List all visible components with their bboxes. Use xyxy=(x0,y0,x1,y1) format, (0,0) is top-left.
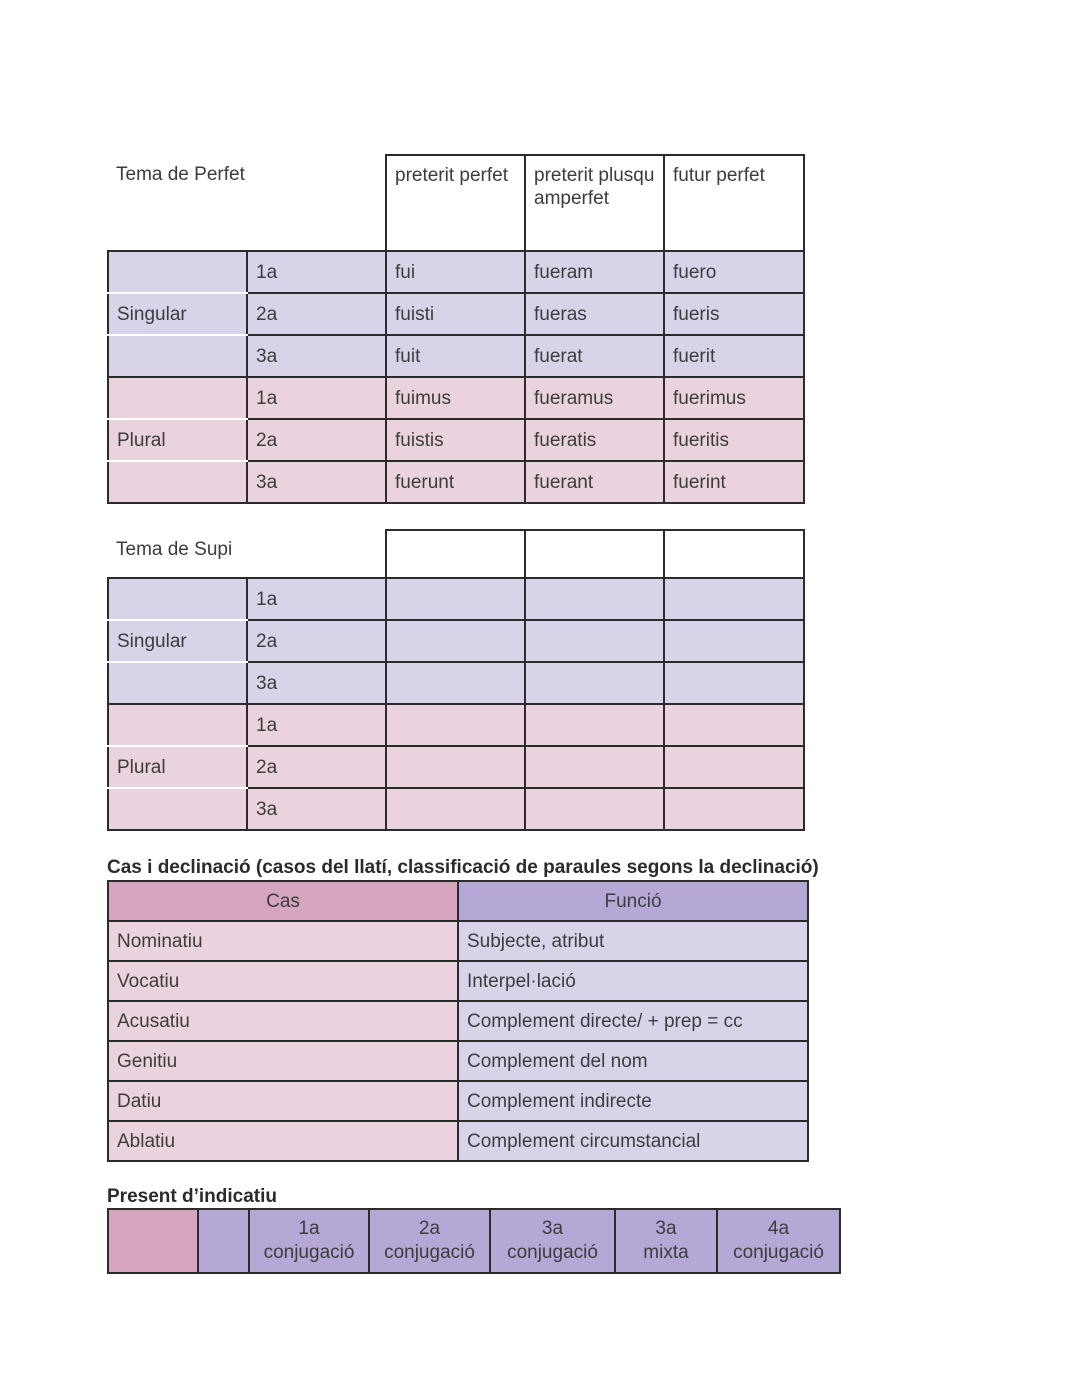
table-row xyxy=(108,1121,808,1161)
table-row xyxy=(108,1041,808,1081)
table-row xyxy=(108,704,804,746)
table-row xyxy=(108,461,804,503)
column-header-futur-perfet: futur perfet xyxy=(664,155,804,251)
supine-stem-table xyxy=(107,529,805,831)
verb-form-cell: fuerant xyxy=(525,461,664,503)
case-name: Acusatiu xyxy=(108,1001,458,1041)
header-2a-conjugacio: 2a conjugació xyxy=(369,1209,490,1273)
person-cell: 2a xyxy=(247,620,386,662)
case-function: Subjecte, atribut xyxy=(458,921,808,961)
empty-header-cell xyxy=(108,1209,198,1273)
verb-form-cell: fueritis xyxy=(664,419,804,461)
table-row xyxy=(108,620,804,662)
present-indicative-table xyxy=(107,1208,841,1274)
verb-form-cell: fuerunt xyxy=(386,461,525,503)
verb-form-cell: fuisti xyxy=(386,293,525,335)
case-function: Complement directe/ + prep = cc xyxy=(458,1001,808,1041)
empty-cell xyxy=(525,746,664,788)
empty-cell xyxy=(664,578,804,620)
person-cell: 3a xyxy=(247,662,386,704)
case-function: Complement del nom xyxy=(458,1041,808,1081)
empty-cell xyxy=(525,788,664,830)
person-cell: 3a xyxy=(247,461,386,503)
empty-cell xyxy=(386,578,525,620)
column-header-preterit-perfet: preterit perfet xyxy=(386,155,525,251)
empty-cell xyxy=(525,704,664,746)
column-header-empty xyxy=(386,530,525,578)
empty-cell xyxy=(664,620,804,662)
case-name: Nominatiu xyxy=(108,921,458,961)
table-row xyxy=(108,578,804,620)
number-label-singular: Singular xyxy=(108,620,247,662)
verb-form-cell: fui xyxy=(386,251,525,293)
empty-cell xyxy=(664,746,804,788)
verb-form-cell: fuit xyxy=(386,335,525,377)
person-cell: 1a xyxy=(247,578,386,620)
present-section-title: Present d’indicatiu xyxy=(107,1186,277,1207)
number-label-singular: Singular xyxy=(108,293,247,335)
verb-form-cell: fueras xyxy=(525,293,664,335)
verb-form-cell: fuerint xyxy=(664,461,804,503)
verb-form-cell: fuero xyxy=(664,251,804,293)
verb-form-cell: fueramus xyxy=(525,377,664,419)
cases-table xyxy=(107,880,809,1162)
person-cell: 1a xyxy=(247,251,386,293)
empty-cell xyxy=(386,704,525,746)
table-row xyxy=(108,662,804,704)
verb-form-cell: fuerat xyxy=(525,335,664,377)
number-label-plural: Plural xyxy=(108,746,247,788)
table-row xyxy=(108,746,804,788)
case-name: Datiu xyxy=(108,1081,458,1121)
header-cas: Cas xyxy=(108,881,458,921)
table-row xyxy=(108,961,808,1001)
perfect-stem-label: Tema de Perfet xyxy=(108,155,386,251)
empty-cell xyxy=(664,662,804,704)
table-row xyxy=(108,335,804,377)
table-row xyxy=(108,1001,808,1041)
empty-cell xyxy=(386,620,525,662)
case-function: Complement circumstancial xyxy=(458,1121,808,1161)
empty-cell xyxy=(664,788,804,830)
column-header-preterit-plusquamperfet: preterit plusquamperfet xyxy=(525,155,664,251)
person-cell: 2a xyxy=(247,746,386,788)
header-3a-conjugacio: 3a conjugació xyxy=(490,1209,615,1273)
table-row xyxy=(108,788,804,830)
supine-stem-label: Tema de Supi xyxy=(108,530,386,578)
perfect-stem-table xyxy=(107,154,805,504)
verb-form-cell: fuimus xyxy=(386,377,525,419)
case-name: Ablatiu xyxy=(108,1121,458,1161)
empty-cell xyxy=(386,662,525,704)
person-cell: 3a xyxy=(247,788,386,830)
verb-form-cell: fueris xyxy=(664,293,804,335)
column-header-empty xyxy=(525,530,664,578)
person-cell: 1a xyxy=(247,704,386,746)
column-header-empty xyxy=(664,530,804,578)
table-row xyxy=(108,419,804,461)
person-cell: 3a xyxy=(247,335,386,377)
empty-header-cell xyxy=(198,1209,249,1273)
case-name: Vocatiu xyxy=(108,961,458,1001)
verb-form-cell: fuerimus xyxy=(664,377,804,419)
table-row xyxy=(108,293,804,335)
person-cell: 2a xyxy=(247,419,386,461)
header-3a-mixta: 3a mixta xyxy=(615,1209,717,1273)
table-row xyxy=(108,1081,808,1121)
table-row xyxy=(108,251,804,293)
person-cell: 1a xyxy=(247,377,386,419)
table-row xyxy=(108,921,808,961)
header-funcio: Funció xyxy=(458,881,808,921)
header-4a-conjugacio: 4a conjugació xyxy=(717,1209,840,1273)
verb-form-cell: fuerit xyxy=(664,335,804,377)
number-label-plural: Plural xyxy=(108,419,247,461)
verb-form-cell: fueram xyxy=(525,251,664,293)
table-row xyxy=(108,377,804,419)
empty-cell xyxy=(386,746,525,788)
person-cell: 2a xyxy=(247,293,386,335)
empty-cell xyxy=(664,704,804,746)
verb-form-cell: fuistis xyxy=(386,419,525,461)
empty-cell xyxy=(525,662,664,704)
case-function: Complement indirecte xyxy=(458,1081,808,1121)
case-function: Interpel·lació xyxy=(458,961,808,1001)
cases-section-title: Cas i declinació (casos del llatí, classificació de paraules segons la declinació) xyxy=(107,857,819,878)
empty-cell xyxy=(525,620,664,662)
verb-form-cell: fueratis xyxy=(525,419,664,461)
case-name: Genitiu xyxy=(108,1041,458,1081)
header-1a-conjugacio: 1a conjugació xyxy=(249,1209,369,1273)
empty-cell xyxy=(525,578,664,620)
empty-cell xyxy=(386,788,525,830)
